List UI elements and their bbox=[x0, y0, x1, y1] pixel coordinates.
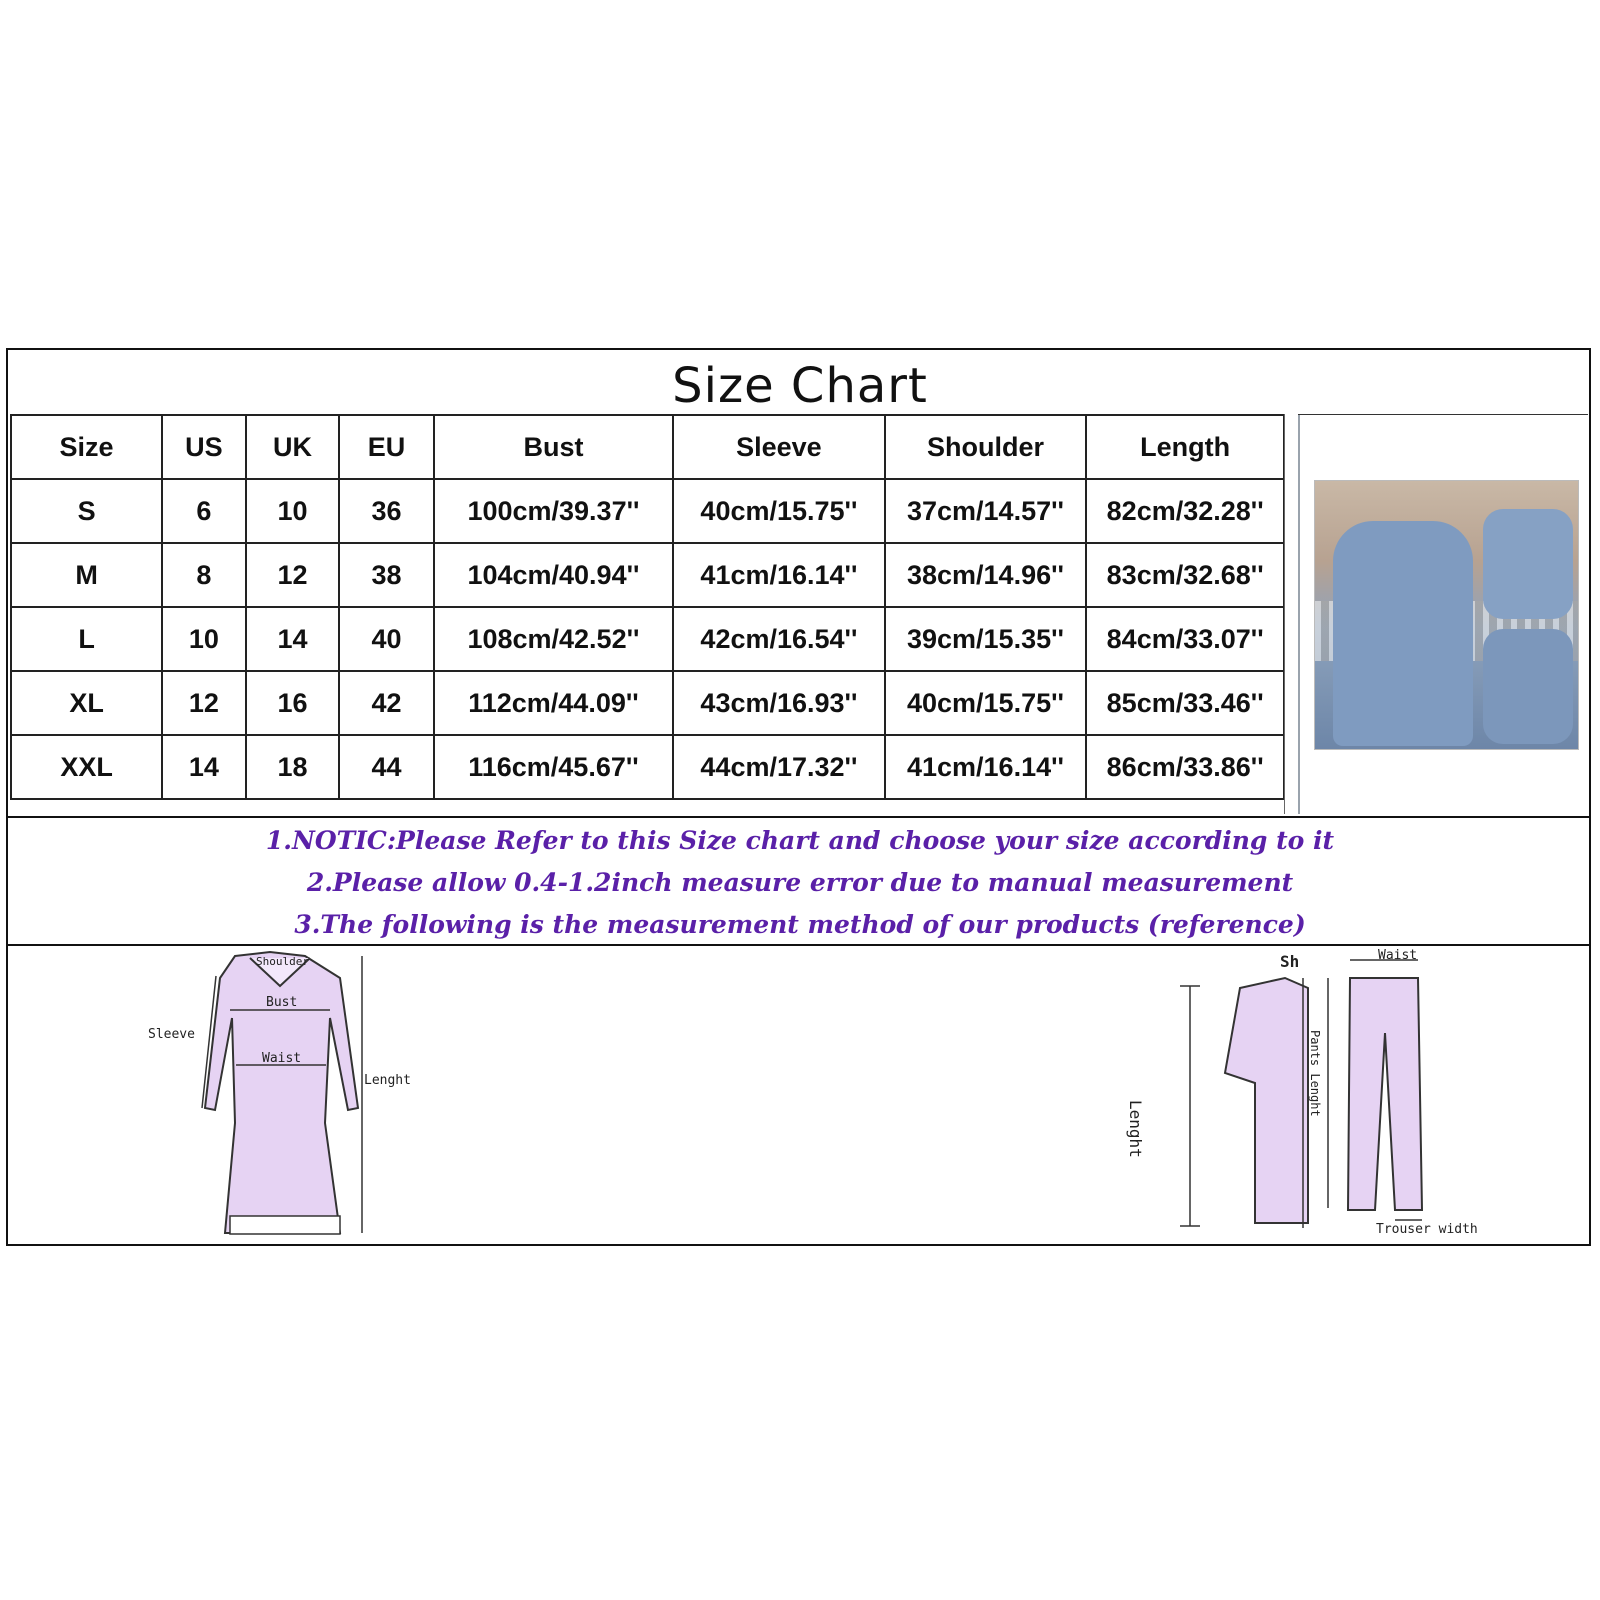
table-row bbox=[11, 479, 1284, 543]
notes-top-divider bbox=[6, 816, 1591, 818]
cell-uk: 14 bbox=[246, 607, 340, 671]
header-length: Length bbox=[1086, 415, 1284, 479]
cell-us: 12 bbox=[162, 671, 246, 735]
cell-bust: 104cm/40.94'' bbox=[434, 543, 673, 607]
dress-measurement-diagram bbox=[140, 948, 430, 1243]
header-us: US bbox=[162, 415, 246, 479]
cell-sleeve: 40cm/15.75'' bbox=[673, 479, 885, 543]
cell-length: 84cm/33.07'' bbox=[1086, 607, 1284, 671]
note-3: 3.The following is the measurement method of our products (reference) bbox=[294, 910, 1306, 939]
photo-model-main bbox=[1333, 521, 1473, 746]
cell-length: 82cm/32.28'' bbox=[1086, 479, 1284, 543]
table-row bbox=[11, 607, 1284, 671]
label-shoulder-right: Sh bbox=[1280, 952, 1300, 971]
cell-shoulder: 39cm/15.35'' bbox=[885, 607, 1087, 671]
cell-sleeve: 42cm/16.54'' bbox=[673, 607, 885, 671]
cell-bust: 100cm/39.37'' bbox=[434, 479, 673, 543]
cell-sleeve: 44cm/17.32'' bbox=[673, 735, 885, 799]
table-row bbox=[11, 671, 1284, 735]
label-waist-left: Waist bbox=[262, 1051, 302, 1066]
label-bust-left: Bust bbox=[266, 995, 298, 1010]
cell-eu: 44 bbox=[339, 735, 434, 799]
table-right-divider bbox=[1284, 414, 1285, 814]
cell-length: 86cm/33.86'' bbox=[1086, 735, 1284, 799]
cell-eu: 36 bbox=[339, 479, 434, 543]
photo-left-divider bbox=[1298, 414, 1300, 814]
cell-length: 85cm/33.46'' bbox=[1086, 671, 1284, 735]
cell-us: 10 bbox=[162, 607, 246, 671]
photo-model-detail-bottom bbox=[1483, 629, 1573, 744]
cell-uk: 10 bbox=[246, 479, 340, 543]
cell-eu: 38 bbox=[339, 543, 434, 607]
top-pants-measurement-diagram bbox=[1160, 948, 1500, 1238]
cell-size: M bbox=[11, 543, 162, 607]
label-shoulder-left: Shoulder bbox=[256, 955, 309, 968]
cell-us: 14 bbox=[162, 735, 246, 799]
cell-eu: 40 bbox=[339, 607, 434, 671]
chart-title: Size Chart bbox=[672, 358, 928, 414]
cell-size: L bbox=[11, 607, 162, 671]
product-photo bbox=[1314, 480, 1579, 750]
header-uk: UK bbox=[246, 415, 340, 479]
header-size: Size bbox=[11, 415, 162, 479]
table-header-row bbox=[11, 415, 1284, 479]
notes-bottom-divider bbox=[6, 944, 1591, 946]
label-waist-right: Waist bbox=[1378, 948, 1418, 963]
photo-model-detail-top bbox=[1483, 509, 1573, 619]
cell-uk: 18 bbox=[246, 735, 340, 799]
cell-bust: 112cm/44.09'' bbox=[434, 671, 673, 735]
note-2: 2.Please allow 0.4-1.2inch measure error due to manual measurement bbox=[306, 868, 1294, 897]
cell-sleeve: 43cm/16.93'' bbox=[673, 671, 885, 735]
header-eu: EU bbox=[339, 415, 434, 479]
cell-shoulder: 41cm/16.14'' bbox=[885, 735, 1087, 799]
header-sleeve: Sleeve bbox=[673, 415, 885, 479]
note-1: 1.NOTIC:Please Refer to this Size chart and choose your size according to it bbox=[265, 826, 1335, 855]
cell-us: 8 bbox=[162, 543, 246, 607]
cell-uk: 12 bbox=[246, 543, 340, 607]
cell-uk: 16 bbox=[246, 671, 340, 735]
notes-block bbox=[0, 820, 1600, 946]
size-table bbox=[10, 414, 1285, 800]
cell-bust: 116cm/45.67'' bbox=[434, 735, 673, 799]
cell-bust: 108cm/42.52'' bbox=[434, 607, 673, 671]
cell-sleeve: 41cm/16.14'' bbox=[673, 543, 885, 607]
cell-shoulder: 37cm/14.57'' bbox=[885, 479, 1087, 543]
label-pants-length: Pants Lenght bbox=[1308, 1030, 1322, 1117]
cell-size: XXL bbox=[11, 735, 162, 799]
cell-size: S bbox=[11, 479, 162, 543]
cell-shoulder: 40cm/15.75'' bbox=[885, 671, 1087, 735]
cell-length: 83cm/32.68'' bbox=[1086, 543, 1284, 607]
label-sleeve-left: Sleeve bbox=[148, 1027, 195, 1042]
header-bust: Bust bbox=[434, 415, 673, 479]
table-row bbox=[11, 543, 1284, 607]
label-length-right: Lenght bbox=[1126, 1100, 1145, 1158]
label-trouser-width: Trouser width bbox=[1376, 1222, 1478, 1237]
header-shoulder: Shoulder bbox=[885, 415, 1087, 479]
cell-size: XL bbox=[11, 671, 162, 735]
cell-us: 6 bbox=[162, 479, 246, 543]
cell-shoulder: 38cm/14.96'' bbox=[885, 543, 1087, 607]
table-row bbox=[11, 735, 1284, 799]
photo-top-divider bbox=[1298, 414, 1588, 415]
label-length-left: Lenght bbox=[364, 1073, 411, 1088]
cell-eu: 42 bbox=[339, 671, 434, 735]
